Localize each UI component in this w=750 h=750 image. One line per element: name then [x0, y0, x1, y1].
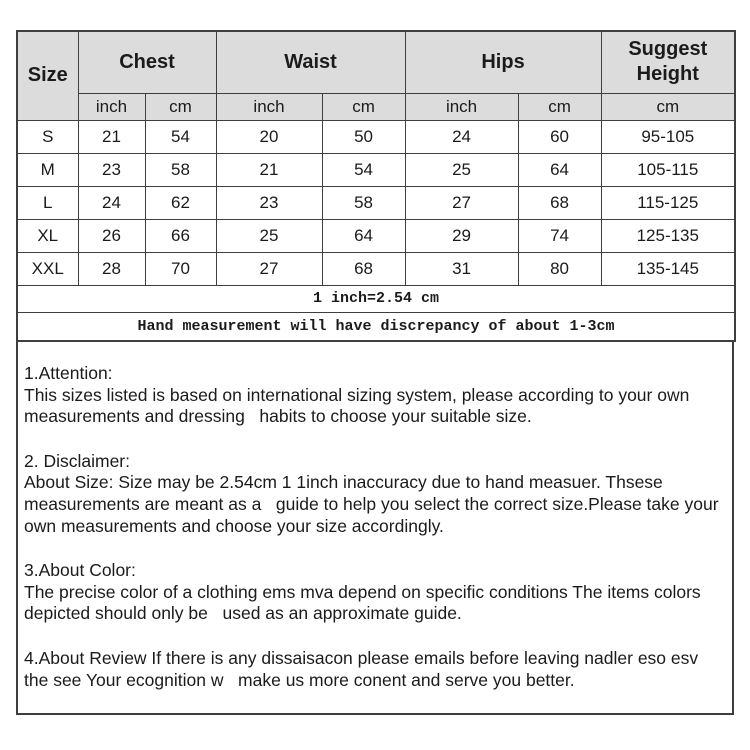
size-cell: M	[17, 153, 78, 186]
hips-inch-cell: 27	[405, 186, 518, 219]
note-about-color	[24, 560, 724, 625]
hips-inch-cell: 29	[405, 219, 518, 252]
chest-cm-cell: 54	[145, 120, 216, 153]
note-attention	[24, 363, 724, 428]
note-disclaimer	[24, 451, 724, 537]
note-about-review	[24, 648, 724, 691]
note-line: This sizes listed is based on international sizing system, please according to your own	[24, 384, 690, 405]
hips-inch-cell: 24	[405, 120, 518, 153]
note-line: About Size: Size may be 2.54cm 1 1inch inaccuracy due to hand measuer. Thsese	[24, 472, 663, 493]
chest-cm-cell: 70	[145, 252, 216, 285]
note-line: own measurements and choose your size accordingly.	[24, 515, 444, 536]
unit-hips-inch: inch	[405, 93, 518, 120]
table-row-m	[17, 153, 735, 186]
hips-inch-cell: 31	[405, 252, 518, 285]
table-row-s	[17, 120, 735, 153]
height-cell: 105-115	[601, 153, 735, 186]
hips-cm-cell: 68	[518, 186, 601, 219]
conversion-row	[17, 285, 735, 312]
chest-inch-cell: 24	[78, 186, 145, 219]
waist-inch-cell: 25	[216, 219, 322, 252]
hips-cm-cell: 74	[518, 219, 601, 252]
chest-cm-cell: 58	[145, 153, 216, 186]
size-cell: XL	[17, 219, 78, 252]
table-row-xxl	[17, 252, 735, 285]
table-row-xl	[17, 219, 735, 252]
notes-box	[16, 340, 734, 715]
header-suggest-height: Suggest Height	[601, 31, 735, 93]
header-chest: Chest	[78, 31, 216, 93]
waist-inch-cell: 23	[216, 186, 322, 219]
chest-inch-cell: 28	[78, 252, 145, 285]
size-cell: S	[17, 120, 78, 153]
height-cell: 125-135	[601, 219, 735, 252]
note-line: The precise color of a clothing ems mva depend on specific conditions The items colors	[24, 581, 701, 602]
note-line: measurements and dressing habits to choose your suitable size.	[24, 406, 532, 427]
waist-inch-cell: 20	[216, 120, 322, 153]
note-line: the see Your ecognition w make us more conent and serve you better.	[24, 669, 575, 690]
note-line: measurements are meant as a guide to help you select the correct size.Please take your	[24, 493, 719, 514]
waist-cm-cell: 68	[322, 252, 405, 285]
unit-chest-cm: cm	[145, 93, 216, 120]
height-cell: 115-125	[601, 186, 735, 219]
size-chart-table	[16, 30, 736, 342]
note-line: depicted should only be used as an approximate guide.	[24, 603, 462, 624]
header-size: Size	[17, 31, 78, 120]
note-line: 3.About Color:	[24, 560, 136, 581]
height-cell: 135-145	[601, 252, 735, 285]
inch-conversion-note: 1 inch=2.54 cm	[17, 285, 735, 312]
hips-cm-cell: 60	[518, 120, 601, 153]
note-line: 2. Disclaimer:	[24, 450, 130, 471]
chest-inch-cell: 26	[78, 219, 145, 252]
unit-waist-cm: cm	[322, 93, 405, 120]
size-cell: L	[17, 186, 78, 219]
waist-cm-cell: 64	[322, 219, 405, 252]
measurement-disclaimer-row	[17, 312, 735, 341]
unit-waist-inch: inch	[216, 93, 322, 120]
waist-inch-cell: 27	[216, 252, 322, 285]
note-line: 4.About Review If there is any dissaisacon please emails before leaving nadler eso esv	[24, 647, 699, 668]
header-row-groups	[17, 31, 735, 93]
waist-cm-cell: 58	[322, 186, 405, 219]
height-cell: 95-105	[601, 120, 735, 153]
unit-chest-inch: inch	[78, 93, 145, 120]
note-line: 1.Attention:	[24, 363, 113, 383]
header-hips: Hips	[405, 31, 601, 93]
table-row-l	[17, 186, 735, 219]
hips-cm-cell: 64	[518, 153, 601, 186]
header-row-units	[17, 93, 735, 120]
chest-inch-cell: 23	[78, 153, 145, 186]
chest-inch-cell: 21	[78, 120, 145, 153]
waist-cm-cell: 50	[322, 120, 405, 153]
hips-cm-cell: 80	[518, 252, 601, 285]
waist-cm-cell: 54	[322, 153, 405, 186]
chest-cm-cell: 66	[145, 219, 216, 252]
size-cell: XXL	[17, 252, 78, 285]
waist-inch-cell: 21	[216, 153, 322, 186]
measurement-disclaimer-note: Hand measurement will have discrepancy of about 1-3cm	[17, 312, 735, 341]
hips-inch-cell: 25	[405, 153, 518, 186]
chest-cm-cell: 62	[145, 186, 216, 219]
header-waist: Waist	[216, 31, 405, 93]
unit-height-cm: cm	[601, 93, 735, 120]
unit-hips-cm: cm	[518, 93, 601, 120]
